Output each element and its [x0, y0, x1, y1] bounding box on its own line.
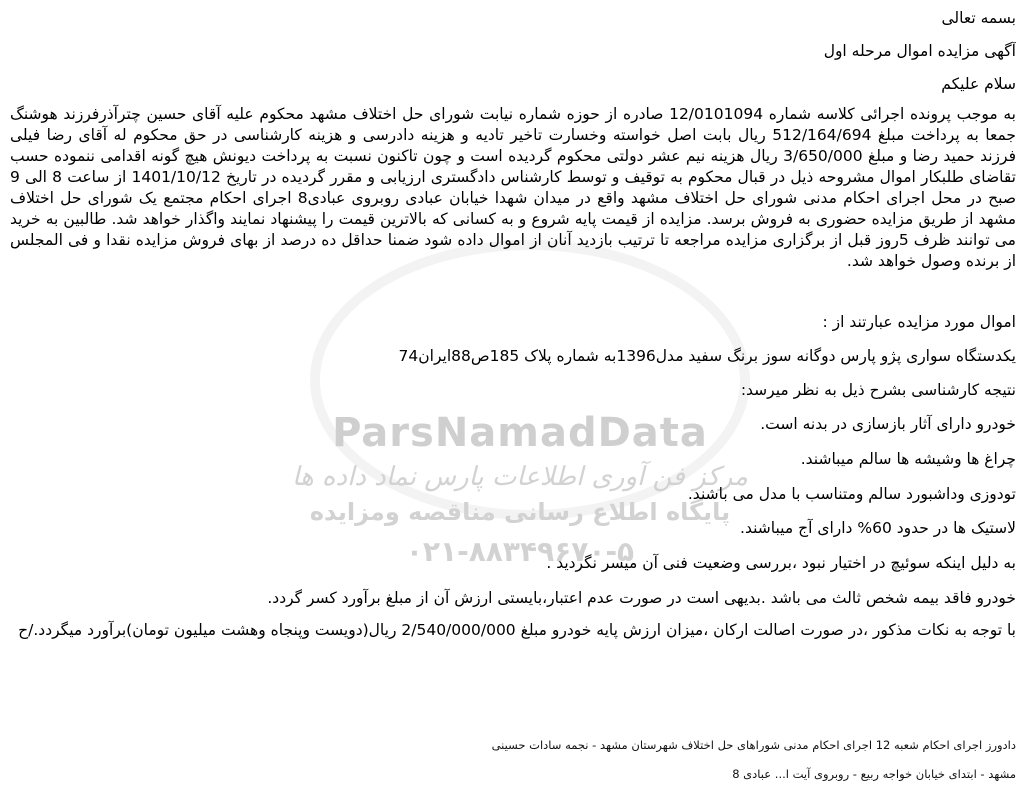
- watermark-line-2: پایگاه اطلاع رسانی مناقصه ومزایده: [309, 498, 731, 526]
- intro-paragraph: به موجب پرونده اجرائی کلاسه شماره 12/0101094 صادره از حوزه شماره نیابت شورای حل اختلاف مشهد محکوم علیه آقای حسین چترآذرفرزند هوشنگ جمعا به پرداخت مبلغ 512/164/694 ریال بابت اصل خواسته وخسارت تاخیر تادیه و هزینه دادرسی و هزینه کارشناسی در حق محکوم له آقای رضا فیلی فرزند حمید رضا و مبلغ 3/650/000 ریال هزینه نیم عشر دولتی محکوم گردیده است و چون تاکنون نسبت به پرداخت دیونش هیچ گونه اقدامی ننموده حسب تقاضای طلبکار اموال مشروحه ذیل در قبال محکوم به توقیف و توسط کارشناس دادگستری ارزیابی و مقرر گردیده در تاریخ 1401/10/12 از ساعت 8 الی 9 صبح در محل اجرای احکام مدنی شورای حل اختلاف مشهد واقع در میدان شهدا خیابان عبادی روبروی عبادی8 اجرای احکام مجتمع یک شورای حل اختلاف مشهد از طریق مزایده حضوری به فروش برسد. مزایده از قیمت پایه شروع و به کسانی که بالاترین قیمت را پیشنهاد نمایند واگذار خواهد شد. طالبین به خرید می توانند ظرف 5روز قبل از برگزاری مزایده مراجعه تا ترتیب بازدید آنان از اموال داده شود ضمنا حداقل ده درصد از بهای فروش مزایده نقدا و فی المجلس از برنده وصول خواهد شد.: [10, 105, 1017, 270]
- greeting: سلام علیکم: [941, 75, 1016, 93]
- conclusion-paragraph: با توجه به نکات مذکور ،در صورت اصالت ارکان ،میزان ارزش پایه خودرو مبلغ 2/540/000/000 ریال(دویست وپنجاه وهشت میلیون تومان)برآورد میگردد./ح: [18, 621, 1016, 639]
- notice-title: آگهی مزایده اموال مرحله اول: [823, 42, 1016, 60]
- assets-heading: اموال مورد مزایده عبارتند از :: [822, 313, 1016, 331]
- finding-item: به دلیل اینکه سوئیچ در اختیار نبود ،بررسی وضعیت فنی آن میسر نگردید .: [546, 554, 1016, 572]
- signature-line: دادورز اجرای احکام شعبه 12 اجرای احکام مدنی شوراهای حل اختلاف شهرستان مشهد - نجمه سادات حسینی: [491, 738, 1016, 752]
- watermark-line-1: مرکز فن آوری اطلاعات پارس نماد داده ها: [292, 462, 748, 492]
- finding-item: چراغ ها وشیشه ها سالم میباشند.: [800, 450, 1016, 468]
- finding-item: لاستیک ها در حدود 60% دارای آج میباشند.: [740, 519, 1016, 537]
- asset-description: یکدستگاه سواری پژو پارس دوگانه سوز برنگ سفید مدل1396به شماره پلاک 185ص88ایران74: [398, 347, 1016, 365]
- finding-item: تودوزی وداشبورد سالم ومتناسب با مدل می باشند.: [687, 485, 1016, 503]
- finding-item: خودرو فاقد بیمه شخص ثالث می باشد .بدیهی است در صورت عدم اعتبار،بایستی ارزش آن از مبلغ برآورد کسر گردد.: [267, 589, 1016, 607]
- watermark-logo: ParsNamadData: [332, 410, 708, 456]
- address-line: مشهد - ابتدای خیابان خواجه ربیع - روبروی آیت ا... عبادی 8: [732, 767, 1016, 781]
- watermark-phone: ۰۲۱-۸۸۳۴۹۶۷۰-۵: [405, 535, 635, 568]
- finding-item: خودرو دارای آثار بازسازی در بدنه است.: [760, 415, 1016, 433]
- expert-heading: نتیجه کارشناسی بشرح ذیل به نظر میرسد:: [740, 381, 1016, 399]
- basmala: بسمه تعالی: [941, 9, 1016, 27]
